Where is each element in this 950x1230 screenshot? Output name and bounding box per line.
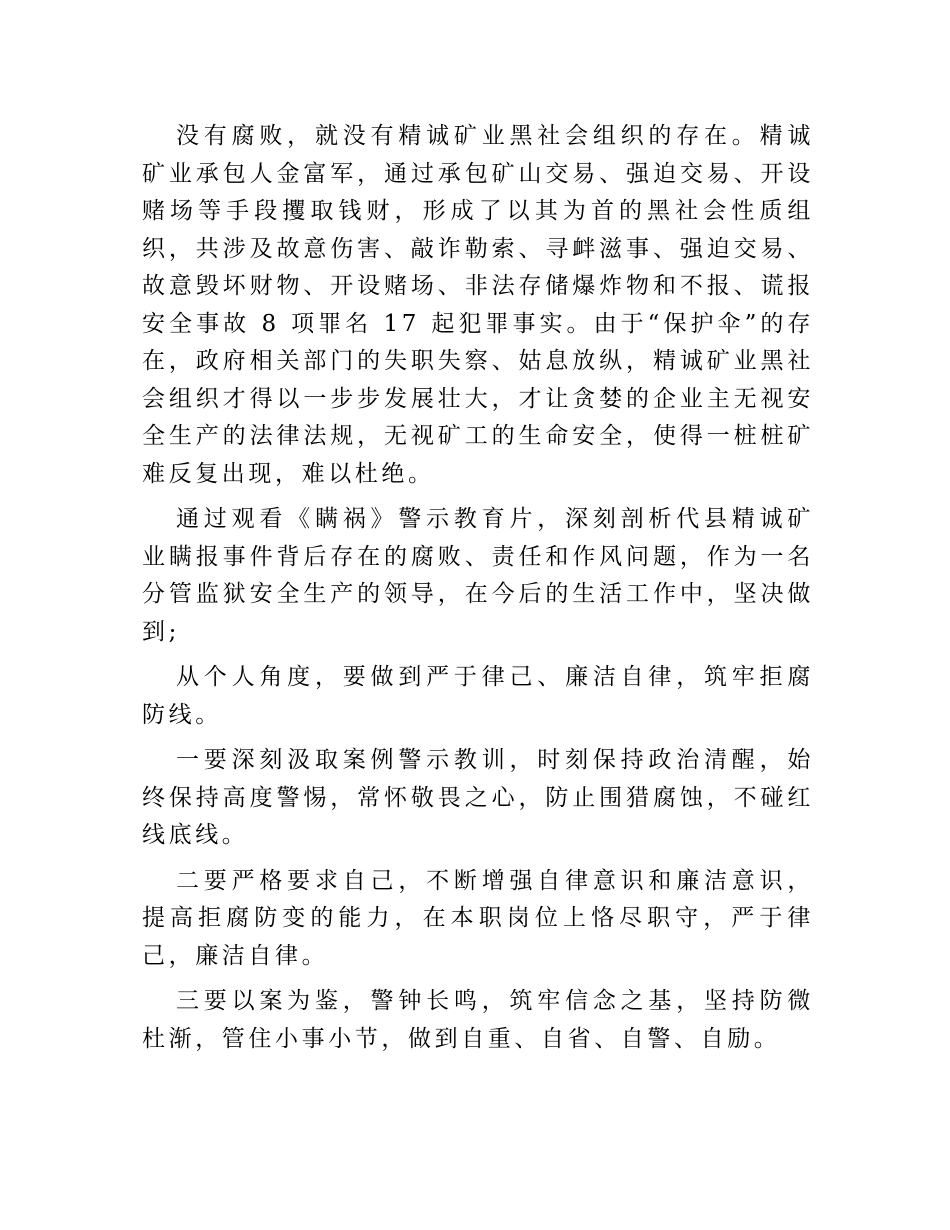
- paragraph-warning-film: 通过观看《瞒祸》警示教育片，深刻剖析代县精诚矿业瞒报事件背后存在的腐败、责任和作风问题，作为一名分管监狱安全生产的领导，在今后的生活工作中，坚决做到;: [142, 506, 814, 645]
- paragraph-point-two: 二要严格要求自己，不断增强自律意识和廉洁意识，提高拒腐防变的能力，在本职岗位上恪尽职守，严于律己，廉洁自律。: [142, 867, 814, 969]
- paragraph-personal-perspective: 从个人角度，要做到严于律己、廉洁自律，筑牢拒腐防线。: [142, 664, 814, 728]
- paragraph-point-one: 一要深刻汲取案例警示教训，时刻保持政治清醒，始终保持高度警惕，常怀敬畏之心，防止围猎腐蚀，不碰红线底线。: [142, 747, 814, 848]
- paragraph-point-three: 三要以案为鉴，警钟长鸣，筑牢信念之基，坚持防微杜渐，管住小事小节，做到自重、自省、自警、自励。: [142, 988, 814, 1052]
- paragraph-corruption-background: 没有腐败，就没有精诚矿业黑社会组织的存在。精诚矿业承包人金富军，通过承包矿山交易、强迫交易、开设赌场等手段攫取钱财，形成了以其为首的黑社会性质组织，共涉及故意伤害、敲诈勒索、寻衅滋事、强迫交易、故意毁坏财物、开设赌场、非法存储爆炸物和不报、谎报安全事故 8 项罪名 17 起犯罪事实。由于“保护伞”的存在，政府相关部门的失职失察、姑息放纵，精诚矿业黑社会组织才得以一步步发展壮大，才让贪婪的企业主无视安全生产的法律法规，无视矿工的生命安全，使得一桩桩矿难反复出现，难以杜绝。: [142, 123, 814, 487]
- document-body: [142, 118, 814, 1066]
